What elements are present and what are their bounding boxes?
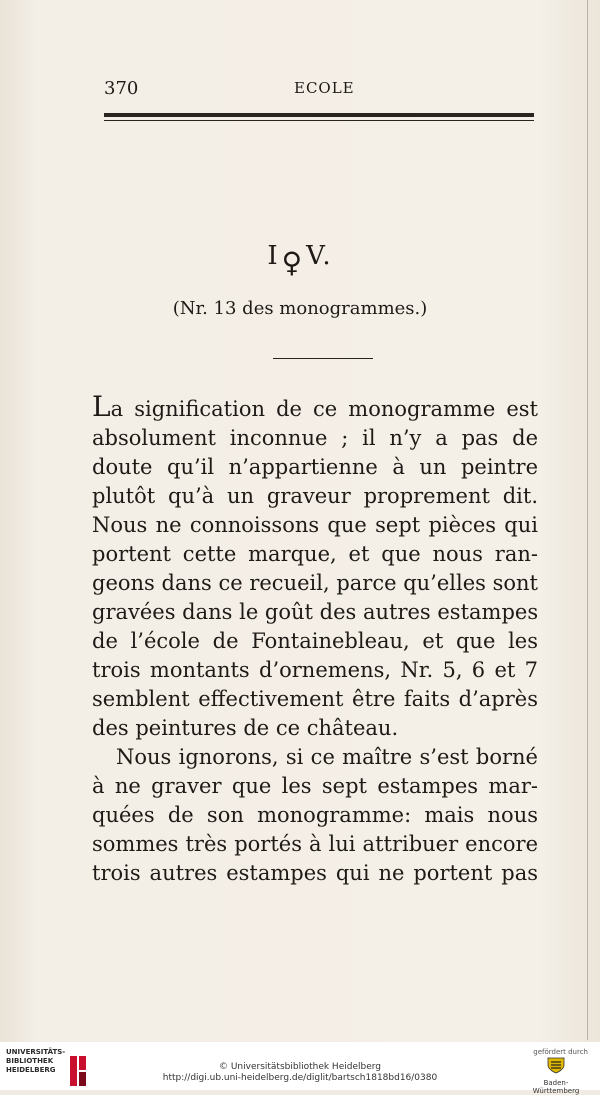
text-line: semblent effectivement être faits d’après (92, 687, 538, 711)
drop-cap: L (92, 390, 111, 423)
text-line: trois autres estampes qui ne portent pas (92, 861, 538, 885)
text-line: à ne graver que les sept estampes mar- (92, 774, 538, 798)
page-number: 370 (104, 78, 139, 99)
permalink-url[interactable]: http://digi.ub.uni-heidelberg.de/diglit/bartsch1818bd16/0380 (162, 1073, 438, 1083)
monogram-number-subtitle: (Nr. 13 des monogrammes.) (172, 298, 428, 319)
text-line: plutôt qu’à un graveur proprement dit. (92, 484, 538, 508)
text-line: quées de son monogramme: mais nous (92, 803, 538, 827)
text-line: Nous ignorons, si ce maître s’est borné (116, 745, 538, 769)
text-line: Nous ne connoissons que sept pièces qui (92, 513, 538, 537)
text-line: portent cette marque, et que nous ran- (92, 542, 538, 566)
text-line: absolument inconnue ; il n’y a pas de (92, 426, 538, 450)
text-line: trois montants d’ornemens, Nr. 5, 6 et 7 (92, 658, 538, 682)
library-name-line: HEIDELBERG (6, 1066, 56, 1074)
text-line: de l’école de Fontainebleau, et que les (92, 629, 538, 653)
page-header (104, 78, 534, 100)
monogram-prefix: I (267, 241, 280, 271)
library-name-line: UNIVERSITÄTS- (6, 1048, 66, 1056)
text-line: doute qu’il n’appartienne à un peintre (92, 455, 538, 479)
header-rule (104, 113, 534, 117)
coat-of-arms-icon (546, 1056, 566, 1074)
text-line: geons dans ce recueil, parce qu’elles sont (92, 571, 538, 595)
text-line: gravées dans le goût des autres estampes (92, 600, 539, 624)
funded-by-label: gefördert durch (533, 1048, 588, 1056)
funder-name: Baden-Württemberg (532, 1079, 580, 1095)
funder-logo[interactable] (526, 1056, 586, 1095)
running-title: ECOLE (294, 79, 355, 97)
text-line: sommes très portés à lui attribuer encore (92, 832, 538, 856)
page-edge (587, 0, 588, 1040)
header-rule-thin (104, 120, 534, 121)
library-name-line: BIBLIOTHEK (6, 1057, 54, 1065)
copyright-notice: © Universitätsbibliothek Heidelberg (218, 1062, 381, 1072)
artist-monogram-heading (0, 238, 600, 279)
text-line: La signification de ce monogramme est (92, 390, 538, 423)
viewer-footer (0, 1042, 600, 1095)
section-divider (273, 358, 373, 359)
text-line: des peintures de ce château. (92, 716, 399, 740)
monogram-suffix: V. (306, 241, 333, 271)
body-text (92, 392, 538, 888)
venus-symbol-icon: ♀ (281, 246, 305, 279)
